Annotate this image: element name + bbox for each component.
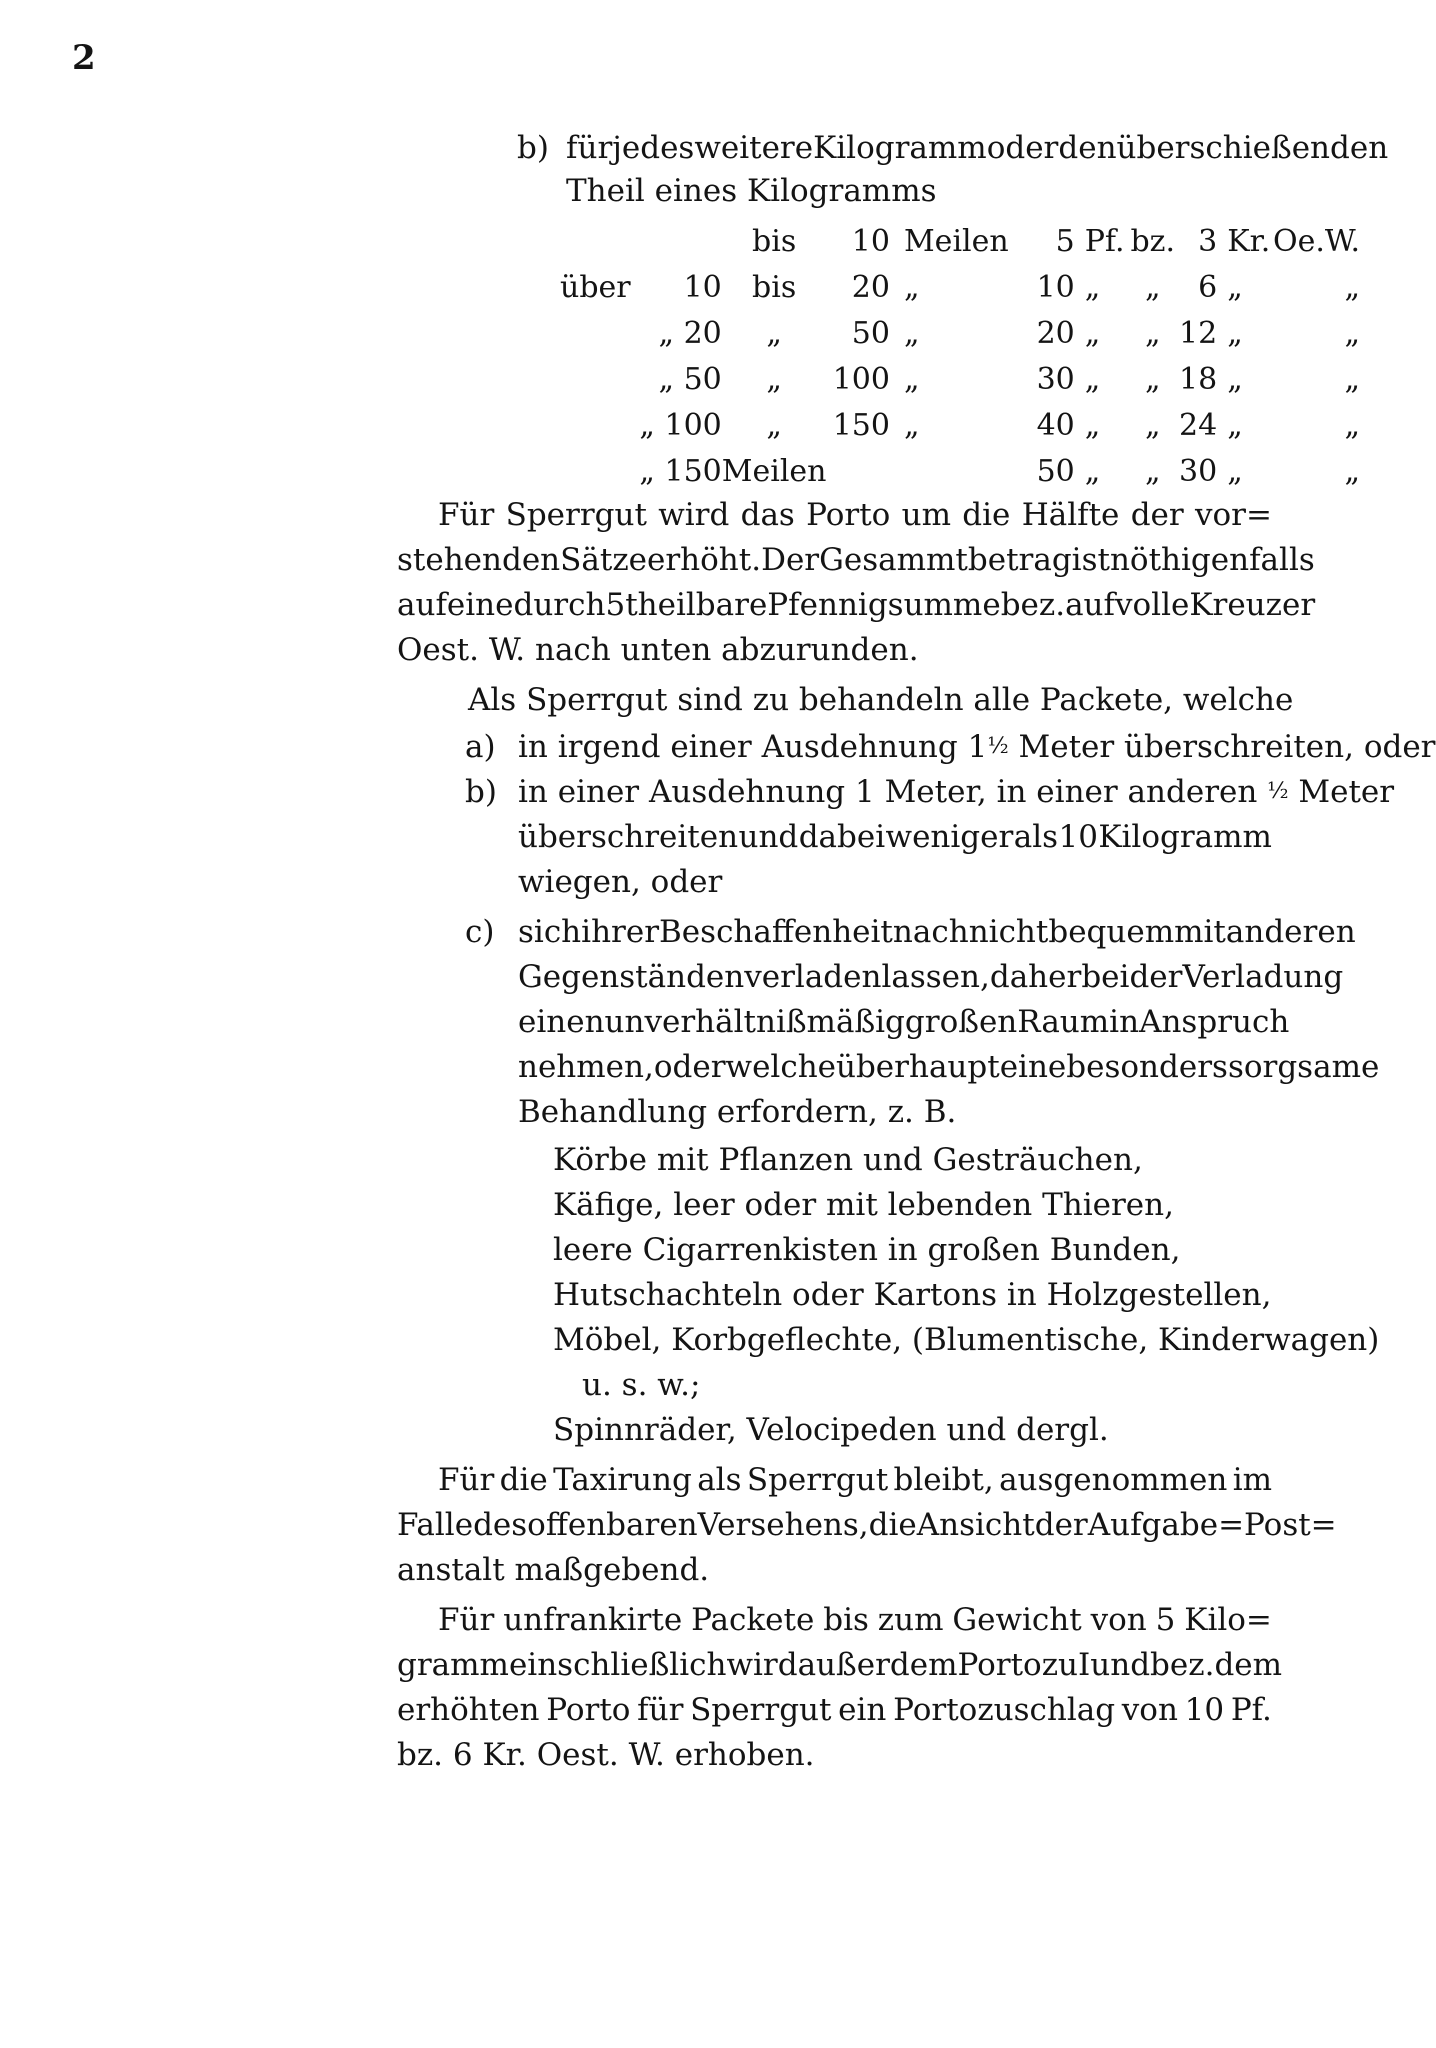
rate-currency: „	[1344, 361, 1360, 397]
taxirung-paragraph-line-3: anstalt maßgebend.	[397, 1552, 710, 1588]
rate-from: „ 50	[658, 361, 722, 397]
rate-prefix: über	[560, 269, 631, 305]
rate-distance-unit: „	[903, 315, 920, 351]
rate-to: 150	[832, 407, 890, 443]
rate-kreuzer: 30	[1179, 453, 1218, 489]
rate-pfennig: 30	[1036, 361, 1075, 397]
condition-c-line-1: sich ihrer Beschaffenheit nach nicht bequem mit anderen	[518, 914, 1356, 950]
rate-kreuzer: 6	[1198, 269, 1218, 305]
rate-to	[827, 448, 904, 494]
rate-bz: „	[1144, 407, 1161, 443]
rate-to: 100	[832, 361, 890, 397]
rate-table	[560, 218, 1360, 494]
rate-pfennig-unit: „	[1084, 407, 1101, 443]
rate-pfennig-unit: „	[1084, 453, 1101, 489]
rate-distance-unit: „	[903, 361, 920, 397]
rate-row	[560, 264, 1360, 310]
rate-kreuzer-unit: „	[1227, 453, 1243, 489]
rate-pfennig-unit: „	[1084, 269, 1101, 305]
rate-bz: „	[1144, 315, 1161, 351]
condition-c-line-4: nehmen, oder welche überhaupt eine besonders sorgsame	[518, 1049, 1380, 1085]
rate-kreuzer-unit: „	[1227, 269, 1243, 305]
condition-c-line-3: einen unverhältnißmäßig großen Raum in Anspruch	[518, 1004, 1290, 1040]
rate-row	[560, 356, 1360, 402]
tariff-intro-line-1: für jedes weitere Kilogramm oder den überschießenden	[566, 130, 1389, 166]
condition-c-label: c)	[465, 914, 495, 950]
tariff-intro-line-2: Theil eines Kilogramms	[566, 173, 937, 209]
condition-b-line-2: überschreiten und dabei weniger als 10 Kilogramm	[518, 819, 1272, 855]
tariff-label: b)	[517, 130, 549, 166]
example-line-7: Spinnräder, Velocipeden und dergl.	[553, 1412, 1109, 1448]
taxirung-paragraph-line-2: Falle des offenbaren Versehens, die Ansicht der Aufgabe=Post=	[397, 1507, 1337, 1543]
rate-pfennig: 5	[1055, 223, 1075, 259]
unfrankirt-paragraph-line-2: gramm einschließlich wird außer dem Porto zu I und bez. dem	[397, 1647, 1283, 1683]
rate-bz: bz.	[1130, 223, 1176, 259]
rate-pfennig-unit: „	[1084, 315, 1101, 351]
condition-a-line-1: in irgend einer Ausdehnung 1½ Meter überschreiten, oder	[518, 729, 1436, 765]
example-line-5: Möbel, Korbgeflechte, (Blumentische, Kinderwagen)	[553, 1322, 1380, 1358]
rate-from: „ 100	[639, 407, 722, 443]
rate-from: „ 150	[639, 453, 722, 489]
taxirung-paragraph-line-1: Für die Taxirung als Sperrgut bleibt, ausgenommen im	[438, 1462, 1272, 1498]
sperrgut-paragraph-line-3: auf eine durch 5 theilbare Pfennigsumme bez. auf volle Kreuzer	[397, 587, 1316, 623]
rate-distance-unit	[904, 448, 1019, 494]
rate-pfennig: 50	[1036, 453, 1075, 489]
rate-connector: „	[766, 315, 782, 351]
rate-bz: „	[1144, 269, 1161, 305]
rate-row	[560, 402, 1360, 448]
rate-to: 50	[851, 315, 890, 351]
example-line-6: u. s. w.;	[582, 1367, 701, 1403]
rate-row	[560, 218, 1360, 264]
unfrankirt-paragraph-line-3: erhöhten Porto für Sperrgut ein Portozuschlag von 10 Pf.	[397, 1692, 1272, 1728]
rate-pfennig-unit: Pf.	[1084, 223, 1125, 259]
rate-currency: „	[1344, 269, 1360, 305]
sperrgut-paragraph-line-4: Oest. W. nach unten abzurunden.	[397, 632, 919, 668]
rate-connector: „	[766, 407, 782, 443]
sperrgut-paragraph-line-1: Für Sperrgut wird das Porto um die Hälfte der vor=	[438, 497, 1272, 533]
rate-currency: „	[1344, 407, 1360, 443]
rate-connector: bis	[752, 223, 797, 259]
rate-connector: bis	[752, 269, 797, 305]
rate-distance-unit: Meilen	[903, 223, 1009, 259]
rate-prefix	[560, 356, 639, 402]
rate-row	[560, 310, 1360, 356]
example-line-1: Körbe mit Pflanzen und Gesträuchen,	[553, 1142, 1143, 1178]
example-line-3: leere Cigarrenkisten in großen Bunden,	[553, 1232, 1181, 1268]
rate-prefix	[560, 310, 639, 356]
rate-prefix	[560, 402, 639, 448]
rate-kreuzer: 24	[1179, 407, 1218, 443]
rate-bz: „	[1144, 453, 1161, 489]
sperrgut-intro: Als Sperrgut sind zu behandeln alle Packete, welche	[468, 682, 1294, 718]
rate-currency: „	[1344, 453, 1360, 489]
sperrgut-paragraph-line-2: stehenden Sätze erhöht. Der Gesammtbetrag ist nöthigenfalls	[397, 542, 1315, 578]
rate-currency: „	[1344, 315, 1360, 351]
rate-bz: „	[1144, 361, 1161, 397]
page-number: 2	[72, 38, 96, 78]
rate-row	[560, 448, 1360, 494]
rate-pfennig: 20	[1036, 315, 1075, 351]
rate-kreuzer-unit: „	[1227, 361, 1243, 397]
rate-distance-unit: „	[903, 407, 920, 443]
rate-pfennig-unit: „	[1084, 361, 1101, 397]
example-line-4: Hutschachteln oder Kartons in Holzgestellen,	[553, 1277, 1272, 1313]
rate-from: „ 20	[658, 315, 722, 351]
rate-kreuzer: 18	[1179, 361, 1218, 397]
rate-distance-unit: „	[903, 269, 920, 305]
rate-pfennig: 40	[1036, 407, 1075, 443]
rate-to: 10	[851, 223, 890, 259]
rate-pfennig: 10	[1036, 269, 1075, 305]
rate-kreuzer: 12	[1179, 315, 1218, 351]
condition-b-line-3: wiegen, oder	[518, 864, 723, 900]
example-line-2: Käfige, leer oder mit lebenden Thieren,	[553, 1187, 1174, 1223]
condition-a-label: a)	[465, 729, 496, 765]
condition-b-line-1: in einer Ausdehnung 1 Meter, in einer anderen ½ Meter	[518, 774, 1395, 810]
condition-b-label: b)	[465, 774, 497, 810]
rate-kreuzer-unit: „	[1227, 315, 1243, 351]
rate-from	[639, 218, 721, 264]
rate-connector: „	[766, 361, 782, 397]
condition-c-line-2: Gegenständen verladen lassen, daher bei der Verladung	[518, 959, 1344, 995]
rate-kreuzer-unit: „	[1227, 407, 1243, 443]
unfrankirt-paragraph-line-1: Für unfrankirte Packete bis zum Gewicht von 5 Kilo=	[438, 1602, 1272, 1638]
rate-currency: Oe.W.	[1272, 223, 1360, 259]
rate-from: 10	[683, 269, 722, 305]
rate-prefix	[560, 218, 639, 264]
rate-kreuzer: 3	[1198, 223, 1218, 259]
unfrankirt-paragraph-line-4: bz. 6 Kr. Oest. W. erhoben.	[397, 1737, 815, 1773]
rate-connector: Meilen	[721, 453, 827, 489]
condition-c-line-5: Behandlung erfordern, z. B.	[518, 1094, 957, 1130]
rate-to: 20	[851, 269, 890, 305]
rate-prefix	[560, 448, 639, 494]
rate-kreuzer-unit: Kr.	[1227, 223, 1271, 259]
